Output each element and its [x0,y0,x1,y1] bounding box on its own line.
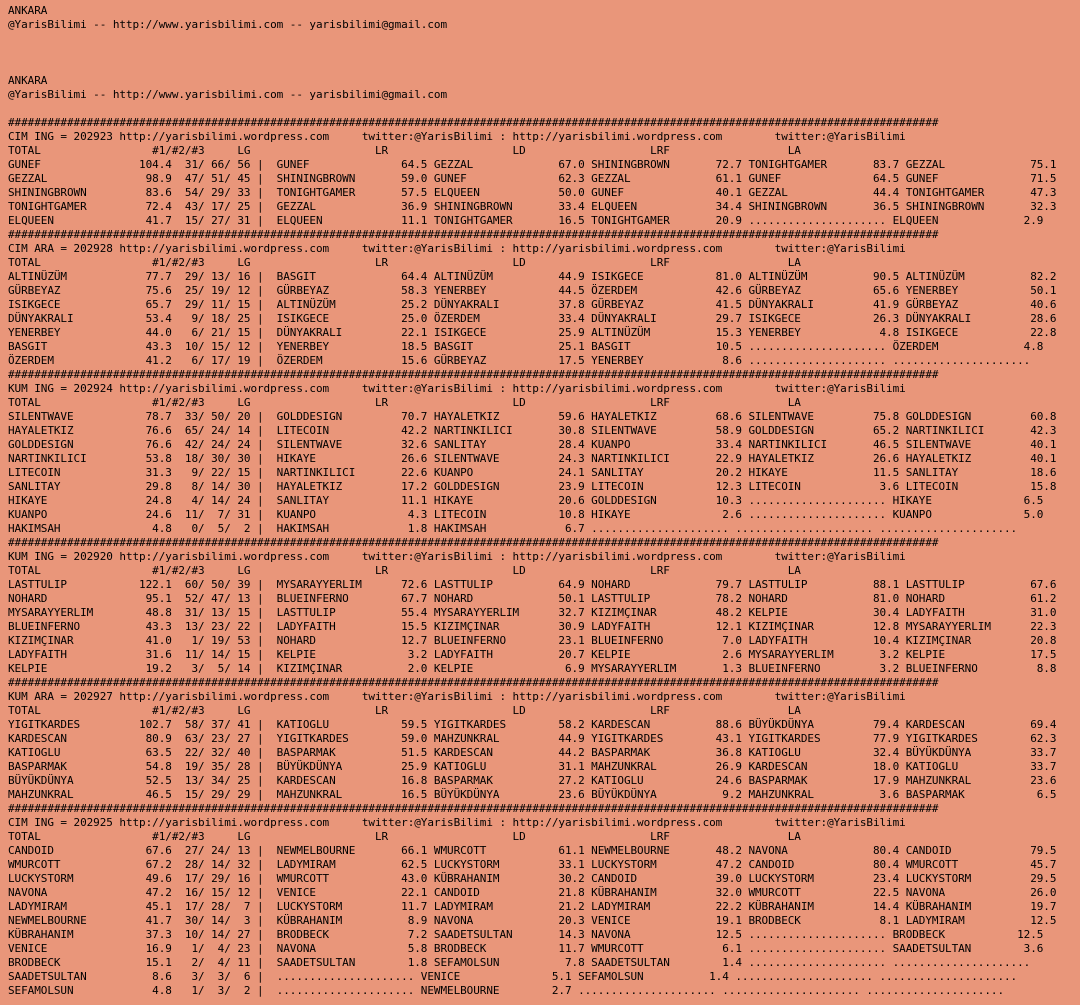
table-row: ÖZERDEM 41.2 6/ 17/ 19 | ÖZERDEM 15.6 GÜRBEYAZ 17.5 YENERBEY 8.6 ..................... ..................... [8,354,1031,367]
table-row: SILENTWAVE 78.7 33/ 50/ 20 | GOLDDESIGN 70.7 HAYALETKIZ 59.6 HAYALETKIZ 68.6 SILENTWAVE 75.8 GOLDDESIGN 60.8 [8,410,1057,423]
column-header: TOTAL #1/#2/#3 LG LR LD LRF LA [8,144,801,157]
table-row: LASTTULIP 122.1 60/ 50/ 39 | MYSARAYYERLIM 72.6 LASTTULIP 64.9 NOHARD 79.7 LASTTULIP 88.1 LASTTULIP 67.6 [8,578,1057,591]
table-row: TONIGHTGAMER 72.4 43/ 17/ 25 | GEZZAL 36.9 SHININGBROWN 33.4 ELQUEEN 34.4 SHININGBROWN 36.5 SHININGBROWN 32.3 [8,200,1057,213]
blank-line [8,32,1080,46]
table-row: WMURCOTT 67.2 28/ 14/ 32 | LADYMIRAM 62.5 LUCKYSTORM 33.1 LUCKYSTORM 47.2 CANDOID 80.4 WMURCOTT 45.7 [8,858,1057,871]
table-row: BRODBECK 15.1 2/ 4/ 11 | SAADETSULTAN 1.8 SEFAMOLSUN 7.8 SAADETSULTAN 1.4 ..................... ..................... [8,956,1031,969]
table-row: MYSARAYYERLIM 48.8 31/ 13/ 15 | LASTTULIP 55.4 MYSARAYYERLIM 32.7 KIZIMÇINAR 48.2 KELPIE 30.4 LADYFAITH 31.0 [8,606,1057,619]
separator-line: ############################################################################################################################################## [8,536,939,549]
table-row: SAADETSULTAN 8.6 3/ 3/ 6 | ..................... VENICE 5.1 SEFAMOLSUN 1.4 ..................... ..................... [8,970,1018,983]
header-city-repeat: ANKARA [8,74,48,87]
race-title: CIM ING = 202925 http://yarisbilimi.wordpress.com twitter:@YarisBilimi : http://yarisbilimi.wordpress.com twitter:@YarisBilimi [8,816,906,829]
table-row: CANDOID 67.6 27/ 24/ 13 | NEWMELBOURNE 66.1 WMURCOTT 61.1 NEWMELBOURNE 48.2 NAVONA 80.4 CANDOID 79.5 [8,844,1057,857]
table-row: BASPARMAK 54.8 19/ 35/ 28 | BÜYÜKDÜNYA 25.9 KATIOGLU 31.1 MAHZUNKRAL 26.9 KARDESCAN 18.0 KATIOGLU 33.7 [8,760,1057,773]
column-header: TOTAL #1/#2/#3 LG LR LD LRF LA [8,396,801,409]
table-row: NARTINKILICI 53.8 18/ 30/ 30 | HIKAYE 26.6 SILENTWAVE 24.3 NARTINKILICI 22.9 HAYALETKIZ 26.6 HAYALETKIZ 40.1 [8,452,1057,465]
table-row: HIKAYE 24.8 4/ 14/ 24 | SANLITAY 11.1 HIKAYE 20.6 GOLDDESIGN 10.3 ..................... HIKAYE 6.5 [8,494,1044,507]
header-contact-repeat: @YarisBilimi -- http://www.yarisbilimi.com -- yarisbilimi@gmail.com [8,88,448,101]
blank-line [8,102,1080,116]
race-title: KUM ING = 202920 http://yarisbilimi.wordpress.com twitter:@YarisBilimi : http://yarisbilimi.wordpress.com twitter:@YarisBilimi [8,550,906,563]
table-row: LUCKYSTORM 49.6 17/ 29/ 16 | WMURCOTT 43.0 KÜBRAHANIM 30.2 CANDOID 39.0 LUCKYSTORM 23.4 LUCKYSTORM 29.5 [8,872,1057,885]
table-row: SEFAMOLSUN 4.8 1/ 3/ 2 | ..................... NEWMELBOURNE 2.7 ..................... ..................... ..................... [8,984,1004,997]
table-row: HAYALETKIZ 76.6 65/ 24/ 14 | LITECOIN 42.2 NARTINKILICI 30.8 SILENTWAVE 58.9 GOLDDESIGN 65.2 NARTINKILICI 42.3 [8,424,1057,437]
table-row: GEZZAL 98.9 47/ 51/ 45 | SHININGBROWN 59.0 GUNEF 62.3 GEZZAL 61.1 GUNEF 64.5 GUNEF 71.5 [8,172,1057,185]
column-header: TOTAL #1/#2/#3 LG LR LD LRF LA [8,564,801,577]
table-row: BLUEINFERNO 43.3 13/ 23/ 22 | LADYFAITH 15.5 KIZIMÇINAR 30.9 LADYFAITH 12.1 KIZIMÇINAR 12.8 MYSARAYYERLIM 22.3 [8,620,1057,633]
separator-line: ############################################################################################################################################## [8,802,939,815]
table-row: ISIKGECE 65.7 29/ 11/ 15 | ALTINÜZÜM 25.2 DÜNYAKRALI 37.8 GÜRBEYAZ 41.5 DÜNYAKRALI 41.9 GÜRBEYAZ 40.6 [8,298,1057,311]
table-row: GUNEF 104.4 31/ 66/ 56 | GUNEF 64.5 GEZZAL 67.0 SHININGBROWN 72.7 TONIGHTGAMER 83.7 GEZZAL 75.1 [8,158,1057,171]
table-row: MAHZUNKRAL 46.5 15/ 29/ 29 | MAHZUNKRAL 16.5 BÜYÜKDÜNYA 23.6 BÜYÜKDÜNYA 9.2 MAHZUNKRAL 3.6 BASPARMAK 6.5 [8,788,1057,801]
race-title: KUM ARA = 202927 http://yarisbilimi.wordpress.com twitter:@YarisBilimi : http://yarisbilimi.wordpress.com twitter:@YarisBilimi [8,690,906,703]
table-row: HAKIMSAH 4.8 0/ 5/ 2 | HAKIMSAH 1.8 HAKIMSAH 6.7 ..................... ..................... ..................... [8,522,1018,535]
table-row: DÜNYAKRALI 53.4 9/ 18/ 25 | ISIKGECE 25.0 ÖZERDEM 33.4 DÜNYAKRALI 29.7 ISIKGECE 26.3 DÜNYAKRALI 28.6 [8,312,1057,325]
table-row: LADYFAITH 31.6 11/ 14/ 15 | KELPIE 3.2 LADYFAITH 20.7 KELPIE 2.6 MYSARAYYERLIM 3.2 KELPIE 17.5 [8,648,1057,661]
table-row: NAVONA 47.2 16/ 15/ 12 | VENICE 22.1 CANDOID 21.8 KÜBRAHANIM 32.0 WMURCOTT 22.5 NAVONA 26.0 [8,886,1057,899]
separator-line: ############################################################################################################################################## [8,368,939,381]
table-row: VENICE 16.9 1/ 4/ 23 | NAVONA 5.8 BRODBECK 11.7 WMURCOTT 6.1 ..................... SAADETSULTAN 3.6 [8,942,1044,955]
separator-line: ############################################################################################################################################## [8,676,939,689]
table-row: KÜBRAHANIM 37.3 10/ 14/ 27 | BRODBECK 7.2 SAADETSULTAN 14.3 NAVONA 12.5 ..................... BRODBECK 12.5 [8,928,1044,941]
header-city: ANKARA [8,4,48,17]
column-header: TOTAL #1/#2/#3 LG LR LD LRF LA [8,704,801,717]
race-title: KUM ING = 202924 http://yarisbilimi.wordpress.com twitter:@YarisBilimi : http://yarisbilimi.wordpress.com twitter:@YarisBilimi [8,382,906,395]
table-row: KARDESCAN 80.9 63/ 23/ 27 | YIGITKARDES 59.0 MAHZUNKRAL 44.9 YIGITKARDES 43.1 YIGITKARDES 77.9 YIGITKARDES 62.3 [8,732,1057,745]
table-row: NEWMELBOURNE 41.7 30/ 14/ 3 | KÜBRAHANIM 8.9 NAVONA 20.3 VENICE 19.1 BRODBECK 8.1 LADYMIRAM 12.5 [8,914,1057,927]
table-row: GÜRBEYAZ 75.6 25/ 19/ 12 | GÜRBEYAZ 58.3 YENERBEY 44.5 ÖZERDEM 42.6 GÜRBEYAZ 65.6 YENERBEY 50.1 [8,284,1057,297]
table-row: BÜYÜKDÜNYA 52.5 13/ 34/ 25 | KARDESCAN 16.8 BASPARMAK 27.2 KATIOGLU 24.6 BASPARMAK 17.9 MAHZUNKRAL 23.6 [8,774,1057,787]
table-row: ALTINÜZÜM 77.7 29/ 13/ 16 | BASGIT 64.4 ALTINÜZÜM 44.9 ISIKGECE 81.0 ALTINÜZÜM 90.5 ALTINÜZÜM 82.2 [8,270,1057,283]
table-row: ELQUEEN 41.7 15/ 27/ 31 | ELQUEEN 11.1 TONIGHTGAMER 16.5 TONIGHTGAMER 20.9 ..................... ELQUEEN 2.9 [8,214,1044,227]
table-row: KIZIMÇINAR 41.0 1/ 19/ 53 | NOHARD 12.7 BLUEINFERNO 23.1 BLUEINFERNO 7.0 LADYFAITH 10.4 KIZIMÇINAR 20.8 [8,634,1057,647]
race-title: CIM ING = 202923 http://yarisbilimi.wordpress.com twitter:@YarisBilimi : http://yarisbilimi.wordpress.com twitter:@YarisBilimi [8,130,906,143]
separator-line: ############################################################################################################################################## [8,116,939,129]
table-row: SHININGBROWN 83.6 54/ 29/ 33 | TONIGHTGAMER 57.5 ELQUEEN 50.0 GUNEF 40.1 GEZZAL 44.4 TONIGHTGAMER 47.3 [8,186,1057,199]
blank-line [8,46,1080,60]
table-row: YIGITKARDES 102.7 58/ 37/ 41 | KATIOGLU 59.5 YIGITKARDES 58.2 KARDESCAN 88.6 BÜYÜKDÜNYA 79.4 KARDESCAN 69.4 [8,718,1057,731]
separator-line: ############################################################################################################################################## [8,228,939,241]
table-row: NOHARD 95.1 52/ 47/ 13 | BLUEINFERNO 67.7 NOHARD 50.1 LASTTULIP 78.2 NOHARD 81.0 NOHARD 61.2 [8,592,1057,605]
table-row: BASGIT 43.3 10/ 15/ 12 | YENERBEY 18.5 BASGIT 25.1 BASGIT 10.5 ..................... ÖZERDEM 4.8 [8,340,1044,353]
header-contact: @YarisBilimi -- http://www.yarisbilimi.com -- yarisbilimi@gmail.com [8,18,448,31]
table-row: KATIOGLU 63.5 22/ 32/ 40 | BASPARMAK 51.5 KARDESCAN 44.2 BASPARMAK 36.8 KATIOGLU 32.4 BÜYÜKDÜNYA 33.7 [8,746,1057,759]
column-header: TOTAL #1/#2/#3 LG LR LD LRF LA [8,256,801,269]
blank-line [8,60,1080,74]
table-row: LADYMIRAM 45.1 17/ 28/ 7 | LUCKYSTORM 11.7 LADYMIRAM 21.2 LADYMIRAM 22.2 KÜBRAHANIM 14.4 KÜBRAHANIM 19.7 [8,900,1057,913]
table-row: SANLITAY 29.8 8/ 14/ 30 | HAYALETKIZ 17.2 GOLDDESIGN 23.9 LITECOIN 12.3 LITECOIN 3.6 LITECOIN 15.8 [8,480,1057,493]
table-row: YENERBEY 44.0 6/ 21/ 15 | DÜNYAKRALI 22.1 ISIKGECE 25.9 ALTINÜZÜM 15.3 YENERBEY 4.8 ISIKGECE 22.8 [8,326,1057,339]
table-row: KUANPO 24.6 11/ 7/ 31 | KUANPO 4.3 LITECOIN 10.8 HIKAYE 2.6 ..................... KUANPO 5.0 [8,508,1044,521]
table-row: GOLDDESIGN 76.6 42/ 24/ 24 | SILENTWAVE 32.6 SANLITAY 28.4 KUANPO 33.4 NARTINKILICI 46.5 SILENTWAVE 40.1 [8,438,1057,451]
table-row: KELPIE 19.2 3/ 5/ 14 | KIZIMÇINAR 2.0 KELPIE 6.9 MYSARAYYERLIM 1.3 BLUEINFERNO 3.2 BLUEINFERNO 8.8 [8,662,1057,675]
race-title: CIM ARA = 202928 http://yarisbilimi.wordpress.com twitter:@YarisBilimi : http://yarisbilimi.wordpress.com twitter:@YarisBilimi [8,242,906,255]
table-row: LITECOIN 31.3 9/ 22/ 15 | NARTINKILICI 22.6 KUANPO 24.1 SANLITAY 20.2 HIKAYE 11.5 SANLITAY 18.6 [8,466,1057,479]
column-header: TOTAL #1/#2/#3 LG LR LD LRF LA [8,830,801,843]
